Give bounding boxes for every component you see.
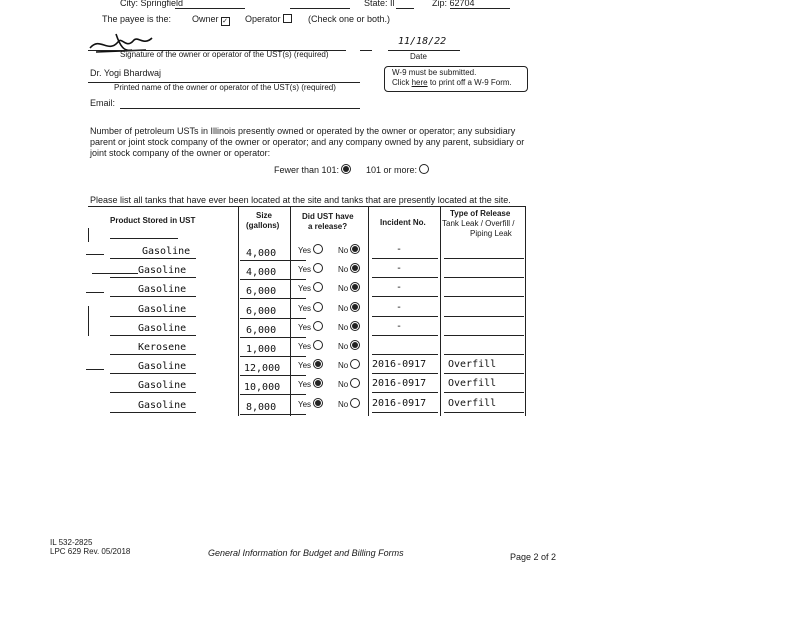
more-radio[interactable] — [419, 164, 429, 174]
no-label: No — [338, 246, 349, 255]
email-line — [120, 108, 360, 109]
ust-paragraph-2: parent or joint stock company of the owner or operator; and any company owned by any parent, subsidiary or — [90, 137, 525, 147]
no-label: No — [338, 342, 349, 351]
yes-label: Yes — [298, 399, 312, 409]
type-underline — [444, 412, 524, 413]
w9-line1: W-9 must be submitted. — [392, 68, 477, 77]
product-cell: Gasoline — [138, 322, 187, 334]
col-line-1 — [238, 206, 239, 416]
release-yes-radio[interactable] — [313, 340, 323, 350]
size-cell: 12,000 — [244, 363, 281, 375]
form-id-1: IL 532-2825 — [50, 538, 93, 547]
size-underline — [240, 298, 306, 299]
header-release: Did UST have — [302, 212, 354, 221]
product-cell: Gasoline — [138, 380, 187, 392]
col-line-2 — [290, 206, 291, 416]
left-tick-line — [86, 369, 104, 370]
city-underline — [175, 8, 245, 9]
incident-cell: - — [396, 301, 403, 313]
w9-here-link[interactable]: here — [411, 78, 428, 87]
incident-cell: 2016-0917 — [372, 359, 427, 371]
state-underline — [396, 8, 414, 9]
product-underline — [110, 354, 196, 355]
size-underline — [240, 414, 306, 415]
release-yes[interactable] — [298, 321, 323, 332]
release-no[interactable] — [338, 321, 360, 332]
release-type-cell: Overfill — [448, 378, 497, 390]
type-underline — [444, 392, 524, 393]
release-no[interactable] — [338, 359, 360, 370]
product-cell: Gasoline — [138, 284, 187, 296]
release-no-radio[interactable] — [350, 340, 360, 350]
release-yes[interactable] — [298, 340, 323, 351]
release-yes[interactable] — [298, 244, 323, 255]
product-underline — [110, 277, 196, 278]
no-label: No — [338, 361, 349, 371]
col-line-5 — [525, 206, 526, 416]
owner-checkbox[interactable]: ✓ — [222, 18, 228, 25]
header-release-2: a release? — [308, 222, 348, 231]
no-label: No — [338, 303, 349, 313]
city-label: City: Springfield — [120, 0, 184, 8]
yes-label: Yes — [298, 342, 312, 351]
table-top-line — [88, 206, 526, 207]
w9-rest: to print off a W-9 Form. — [429, 78, 512, 87]
no-label: No — [338, 399, 349, 409]
size-cell: 4,000 — [246, 248, 277, 259]
left-tick-1 — [88, 228, 89, 242]
product-underline — [110, 373, 196, 374]
header-type-3: Piping Leak — [470, 229, 512, 238]
left-tick-line — [86, 254, 104, 255]
incident-underline — [372, 392, 438, 393]
product-underline — [110, 392, 196, 393]
release-no[interactable] — [338, 378, 360, 389]
payee-label: The payee is the: — [102, 14, 172, 24]
release-no-radio[interactable] — [350, 244, 360, 254]
release-yes-radio[interactable] — [313, 321, 323, 331]
footer-center: General Information for Budget and Billing Forms — [208, 548, 404, 558]
incident-underline — [372, 373, 438, 374]
type-underline — [444, 277, 524, 278]
size-underline — [240, 337, 306, 338]
left-tick-line — [92, 273, 138, 274]
printed-label: Printed name of the owner or operator of the UST(s) (required) — [114, 83, 336, 92]
blank-product-line — [110, 238, 178, 239]
product-cell: Gasoline — [138, 265, 187, 277]
release-yes-radio[interactable] — [313, 378, 323, 388]
release-yes[interactable] — [298, 398, 323, 409]
size-cell: 4,000 — [246, 267, 277, 279]
incident-underline — [372, 354, 438, 355]
operator-option[interactable] — [245, 14, 292, 24]
product-underline — [110, 258, 196, 259]
release-no-radio[interactable] — [350, 282, 360, 292]
fewer-option[interactable] — [274, 164, 351, 175]
release-no[interactable] — [338, 398, 360, 409]
size-underline — [240, 260, 306, 261]
more-option[interactable] — [366, 164, 429, 175]
email-label: Email: — [90, 98, 116, 108]
yes-label: Yes — [298, 284, 312, 294]
yes-label: Yes — [298, 246, 312, 255]
release-yes-radio[interactable] — [313, 302, 323, 312]
size-cell: 8,000 — [246, 401, 277, 413]
operator-checkbox[interactable] — [283, 14, 292, 23]
release-no[interactable] — [338, 244, 360, 255]
check-note: (Check one or both.) — [308, 14, 391, 24]
incident-underline — [372, 258, 438, 259]
zip-label: Zip: 62704 — [432, 0, 475, 8]
incident-cell: 2016-0917 — [372, 378, 427, 390]
incident-cell: - — [396, 320, 403, 332]
release-type-cell: Overfill — [448, 397, 497, 409]
release-no[interactable] — [338, 263, 360, 274]
size-underline — [240, 318, 306, 319]
left-tick-2 — [88, 306, 89, 336]
printed-name: Dr. Yogi Bhardwaj — [90, 68, 162, 78]
release-no[interactable] — [338, 282, 360, 293]
product-underline — [110, 412, 196, 413]
release-type-cell: Overfill — [448, 359, 497, 371]
incident-cell: - — [396, 244, 403, 255]
more-label: 101 or more: — [366, 165, 418, 175]
size-cell: 1,000 — [246, 344, 277, 355]
yes-label: Yes — [298, 380, 312, 390]
incident-underline — [372, 296, 438, 297]
w9-click: Click — [392, 78, 410, 87]
header-size-unit: (gallons) — [246, 221, 280, 230]
release-yes[interactable] — [298, 263, 323, 274]
release-yes[interactable] — [298, 359, 323, 370]
yes-label: Yes — [298, 361, 312, 371]
incident-cell: - — [396, 263, 403, 275]
incident-underline — [372, 277, 438, 278]
incident-cell: 2016-0917 — [372, 397, 427, 409]
fewer-label: Fewer than 101: — [274, 165, 340, 175]
release-yes[interactable] — [298, 302, 323, 313]
type-underline — [444, 296, 524, 297]
size-underline — [240, 356, 306, 357]
product-cell: Kerosene — [138, 342, 187, 353]
yes-label: Yes — [298, 303, 312, 313]
product-underline — [110, 296, 196, 297]
w9-line2 — [392, 78, 512, 87]
incident-underline — [372, 335, 438, 336]
release-yes-radio[interactable] — [313, 263, 323, 273]
no-label: No — [338, 322, 349, 332]
release-no[interactable] — [338, 340, 360, 351]
type-underline — [444, 354, 524, 355]
release-no-radio[interactable] — [350, 378, 360, 388]
release-yes[interactable] — [298, 282, 323, 293]
owner-label: Owner — [192, 14, 219, 24]
page-number: Page 2 of 2 — [510, 552, 557, 562]
blank-underline — [290, 8, 350, 9]
fewer-radio[interactable] — [341, 164, 351, 174]
size-cell: 6,000 — [246, 324, 277, 336]
type-underline — [444, 335, 524, 336]
yes-label: Yes — [298, 322, 312, 332]
size-underline — [240, 375, 306, 376]
col-line-3 — [368, 206, 369, 416]
no-label: No — [338, 265, 349, 275]
release-no-radio[interactable] — [350, 263, 360, 273]
release-no-radio[interactable] — [350, 359, 360, 369]
form-id-2: LPC 629 Rev. 05/2018 — [50, 547, 131, 556]
size-cell: 6,000 — [246, 305, 277, 317]
yes-label: Yes — [298, 265, 312, 275]
incident-underline — [372, 316, 438, 317]
incident-cell: - — [396, 282, 403, 294]
release-yes[interactable] — [298, 378, 323, 389]
incident-underline — [372, 412, 438, 413]
zip-underline — [450, 8, 510, 9]
date-value: 11/18/22 — [398, 36, 447, 47]
size-cell: 10,000 — [244, 382, 281, 394]
release-yes-radio[interactable] — [313, 244, 323, 254]
type-underline — [444, 258, 524, 259]
product-underline — [110, 335, 196, 336]
no-label: No — [338, 380, 349, 390]
release-no-radio[interactable] — [350, 302, 360, 312]
header-size: Size — [256, 211, 273, 220]
header-type-1: Type of Release — [450, 209, 511, 218]
owner-option[interactable] — [192, 14, 230, 26]
date-label: Date — [410, 52, 427, 61]
size-underline — [240, 279, 306, 280]
release-no-radio[interactable] — [350, 398, 360, 408]
header-incident: Incident No. — [380, 218, 426, 227]
type-underline — [444, 373, 524, 374]
type-underline — [444, 316, 524, 317]
header-type-2: Tank Leak / Overfill / — [442, 219, 515, 228]
signature-label: Signature of the owner or operator of the UST(s) (required) — [120, 50, 329, 59]
product-cell: Gasoline — [142, 246, 191, 257]
product-cell: Gasoline — [138, 361, 187, 373]
col-line-4 — [440, 206, 441, 416]
state-label: State: Il — [364, 0, 395, 8]
ust-paragraph-3: joint stock company of the owner or operator: — [90, 148, 271, 158]
release-no-radio[interactable] — [350, 321, 360, 331]
date-line — [388, 50, 460, 51]
ust-paragraph-1: Number of petroleum USTs in Illinois presently owned or operated by the owner or operator; any subsidiary — [90, 126, 516, 136]
left-tick-line — [86, 292, 104, 293]
product-cell: Gasoline — [138, 399, 187, 411]
table-instruction: Please list all tanks that have ever been located at the site and tanks that are presently located at the site. — [90, 195, 511, 205]
dash-line — [360, 50, 372, 51]
size-cell: 6,000 — [246, 286, 277, 298]
size-underline — [240, 394, 306, 395]
release-no[interactable] — [338, 302, 360, 313]
no-label: No — [338, 284, 349, 294]
product-underline — [110, 316, 196, 317]
release-yes-radio[interactable] — [313, 282, 323, 292]
header-product: Product Stored in UST — [110, 216, 196, 225]
product-cell: Gasoline — [138, 303, 187, 315]
release-yes-radio[interactable] — [313, 398, 323, 408]
operator-label: Operator — [245, 14, 281, 24]
release-yes-radio[interactable] — [313, 359, 323, 369]
